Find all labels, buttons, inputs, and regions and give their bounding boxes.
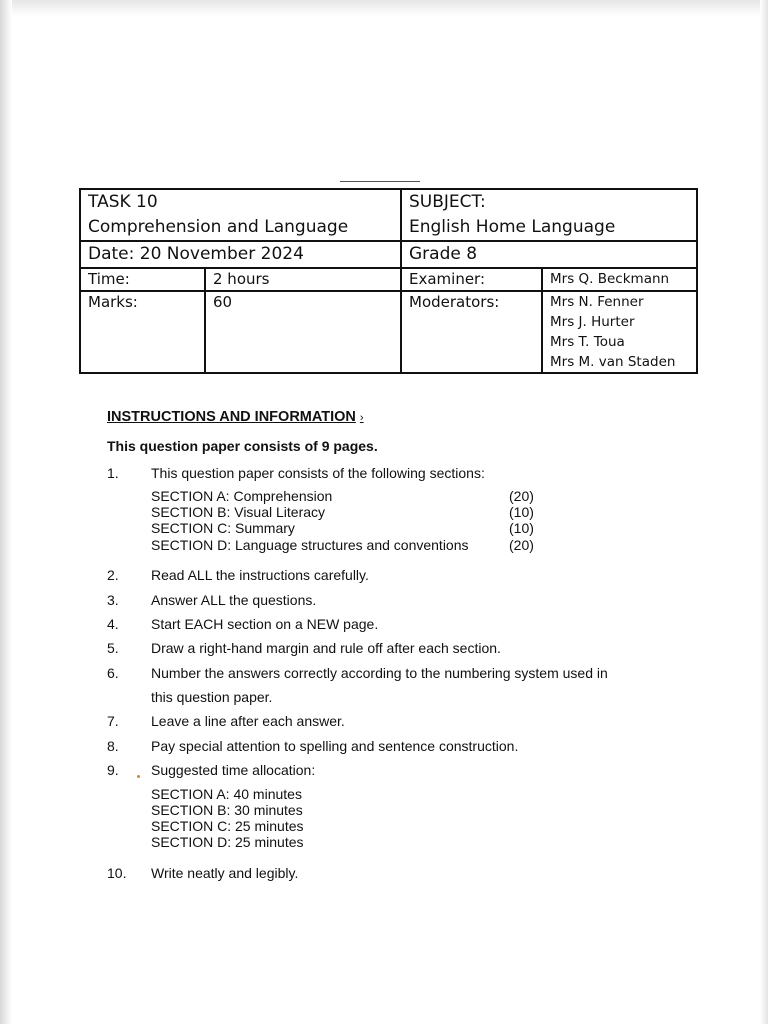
time-allocation: SECTION C: 25 minutes bbox=[151, 818, 304, 834]
moderator-name: Mrs J. Hurter bbox=[550, 314, 635, 330]
section-name: SECTION A: Comprehension bbox=[151, 488, 333, 504]
item-text: Pay special attention to spelling and sentence construction. bbox=[151, 738, 519, 754]
item-text: Number the answers correctly according to the numbering system used in bbox=[151, 665, 608, 681]
item-number: 4. bbox=[107, 616, 119, 632]
section-name: SECTION D: Language structures and conventions bbox=[151, 537, 469, 553]
examiner-label: Examiner: bbox=[409, 270, 486, 288]
item-text: Suggested time allocation: bbox=[151, 762, 316, 778]
item-text: This question paper consists of the following sections: bbox=[151, 465, 485, 481]
time-allocation: SECTION A: 40 minutes bbox=[151, 786, 302, 802]
moderators-label: Moderators: bbox=[409, 293, 500, 311]
ink-speck bbox=[137, 775, 140, 778]
item-text-continued: this question paper. bbox=[151, 689, 273, 705]
item-number: 2. bbox=[107, 567, 119, 583]
moderator-name: Mrs N. Fenner bbox=[550, 294, 644, 310]
item-text: Leave a line after each answer. bbox=[151, 713, 345, 729]
marks-value: 60 bbox=[213, 293, 233, 311]
instructions-heading bbox=[107, 409, 364, 425]
examiner-value: Mrs Q. Beckmann bbox=[550, 271, 670, 287]
section-marks: (20) bbox=[509, 537, 534, 553]
item-number: 10. bbox=[107, 865, 127, 881]
subject-value: English Home Language bbox=[409, 217, 616, 237]
item-number: 1. bbox=[107, 465, 119, 481]
moderator-name: Mrs T. Toua bbox=[550, 334, 625, 350]
item-number: 7. bbox=[107, 713, 119, 729]
item-number: 9. bbox=[107, 762, 119, 778]
section-marks: (10) bbox=[509, 520, 534, 536]
item-text: Draw a right-hand margin and rule off after each section. bbox=[151, 640, 501, 656]
item-text: Read ALL the instructions carefully. bbox=[151, 567, 369, 583]
item-text: Start EACH section on a NEW page. bbox=[151, 616, 379, 632]
grade: Grade 8 bbox=[409, 244, 478, 264]
item-text: Write neatly and legibly. bbox=[151, 865, 299, 881]
instructions-heading-text: INSTRUCTIONS AND INFORMATION bbox=[107, 409, 356, 425]
item-number: 6. bbox=[107, 665, 119, 681]
time-value: 2 hours bbox=[213, 270, 270, 288]
section-marks: (20) bbox=[509, 488, 534, 504]
time-allocation: SECTION D: 25 minutes bbox=[151, 834, 304, 850]
moderator-name: Mrs M. van Staden bbox=[550, 354, 676, 370]
item-number: 5. bbox=[107, 640, 119, 656]
pages-note: This question paper consists of 9 pages. bbox=[107, 438, 378, 454]
subject-label: SUBJECT: bbox=[409, 192, 486, 212]
section-name: SECTION B: Visual Literacy bbox=[151, 504, 326, 520]
section-marks: (10) bbox=[509, 504, 534, 520]
task-number: TASK 10 bbox=[88, 192, 158, 212]
section-name: SECTION C: Summary bbox=[151, 520, 295, 536]
item-number: 8. bbox=[107, 738, 119, 754]
item-text: Answer ALL the questions. bbox=[151, 592, 317, 608]
task-title: Comprehension and Language bbox=[88, 217, 349, 237]
marks-label: Marks: bbox=[88, 293, 138, 311]
stray-mark: › bbox=[359, 412, 364, 424]
date: Date: 20 November 2024 bbox=[88, 244, 304, 264]
time-allocation: SECTION B: 30 minutes bbox=[151, 802, 303, 818]
item-number: 3. bbox=[107, 592, 119, 608]
time-label: Time: bbox=[88, 270, 130, 288]
